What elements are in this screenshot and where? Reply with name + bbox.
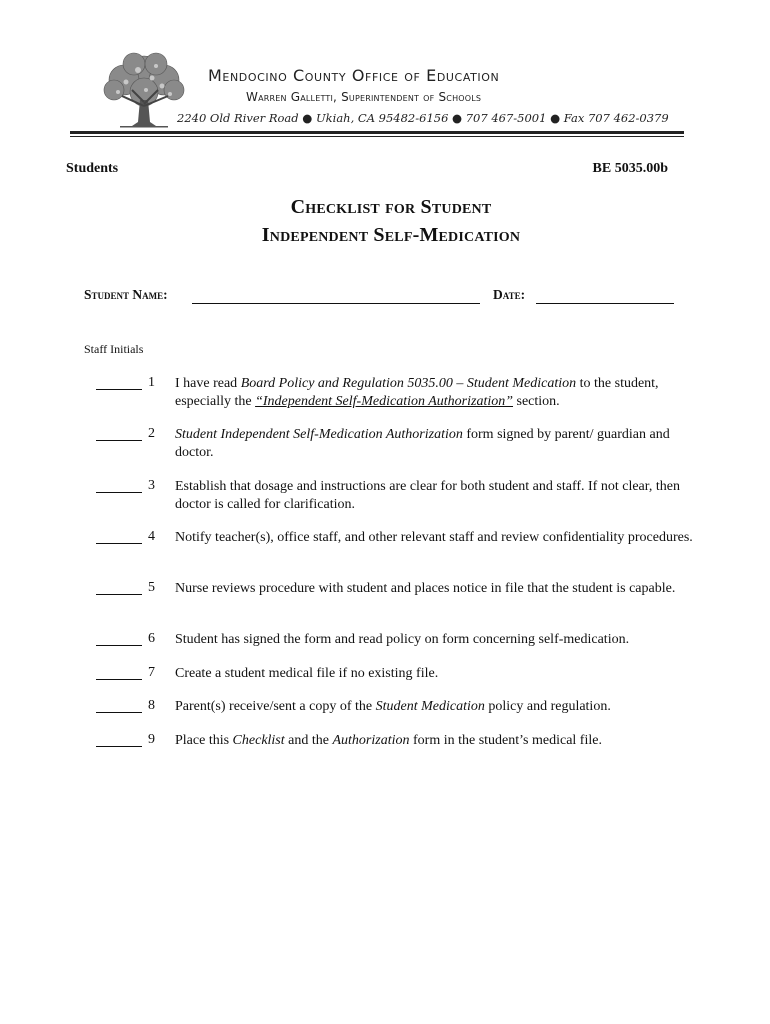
item-text-segment: form in the student’s medical file. bbox=[409, 733, 602, 748]
item-text-segment: Parent(s) receive/sent a copy of the bbox=[175, 699, 376, 714]
date-label: Date: bbox=[493, 287, 526, 302]
item-text-segment: Notify teacher(s), office staff, and other relevant staff and review confidentiality procedures. bbox=[175, 530, 693, 545]
initials-blank[interactable] bbox=[96, 492, 142, 493]
item-text bbox=[175, 375, 700, 411]
item-text-segment: section. bbox=[513, 394, 560, 409]
initials-blank[interactable] bbox=[96, 679, 142, 680]
item-text-segment: and the bbox=[284, 733, 333, 748]
item-text bbox=[175, 426, 700, 462]
section-category: Students bbox=[66, 161, 119, 176]
item-number: 6 bbox=[148, 631, 155, 646]
organization-name: Mendocino County Office of Education bbox=[208, 66, 500, 85]
item-text bbox=[175, 665, 700, 683]
initials-blank[interactable] bbox=[96, 712, 142, 713]
item-text bbox=[175, 631, 700, 649]
item-text-segment: Place this bbox=[175, 733, 233, 748]
address-line: 2240 Old River Road ● Ukiah, CA 95482-6156 ● 707 467-5001 ● Fax 707 462-0379 bbox=[177, 111, 669, 125]
item-text-segment: Authorization bbox=[332, 733, 410, 748]
item-number: 9 bbox=[148, 732, 155, 747]
item-text bbox=[175, 580, 700, 598]
item-text-segment: policy and regulation. bbox=[484, 699, 611, 714]
item-number: 3 bbox=[148, 478, 155, 493]
student-name-label: Student Name: bbox=[84, 287, 168, 302]
letterhead-rule-thick bbox=[70, 131, 684, 134]
item-text-segment: Student has signed the form and read policy on form concerning self-medication. bbox=[175, 632, 630, 647]
item-text-segment: Checklist bbox=[232, 733, 285, 748]
item-text-segment: Student Independent Self-Medication Authorization bbox=[175, 427, 463, 442]
item-text-segment: form signed by parent/ guardian and doctor. bbox=[175, 427, 670, 460]
item-text-segment: Student Medication bbox=[375, 699, 485, 714]
initials-blank[interactable] bbox=[96, 543, 142, 544]
item-number: 4 bbox=[148, 529, 155, 544]
document-title-line-1: Checklist for Student bbox=[290, 196, 492, 218]
item-text-segment: Create a student medical file if no existing file. bbox=[175, 666, 439, 681]
item-text-segment: Nurse reviews procedure with student and places notice in file that the student is capable. bbox=[175, 581, 676, 596]
item-number: 1 bbox=[148, 375, 155, 390]
item-number: 8 bbox=[148, 698, 155, 713]
initials-blank[interactable] bbox=[96, 440, 142, 441]
staff-initials-label: Staff Initials bbox=[84, 342, 144, 356]
item-text bbox=[175, 698, 700, 716]
document-title-line-2: Independent Self-Medication bbox=[261, 224, 521, 246]
initials-blank[interactable] bbox=[96, 594, 142, 595]
item-text-segment: to the student, especially the bbox=[175, 376, 659, 409]
item-text-segment: “Independent Self-Medication Authorization” bbox=[255, 394, 514, 409]
initials-blank[interactable] bbox=[96, 645, 142, 646]
initials-blank[interactable] bbox=[96, 389, 142, 390]
policy-code: BE 5035.00b bbox=[592, 161, 668, 176]
letterhead-rule-thin bbox=[70, 136, 684, 137]
superintendent-line: Warren Galletti, Superintendent of Schools bbox=[246, 90, 482, 104]
item-text-segment: I have read bbox=[175, 376, 241, 391]
item-text-segment: Board Policy and Regulation 5035.00 – Student Medication bbox=[240, 376, 577, 391]
item-text bbox=[175, 529, 700, 547]
item-text-segment: Establish that dosage and instructions are clear for both student and staff. If not clear, then doctor is called for clarification. bbox=[175, 479, 680, 512]
date-field[interactable] bbox=[536, 303, 674, 304]
item-text bbox=[175, 732, 700, 750]
initials-blank[interactable] bbox=[96, 746, 142, 747]
item-number: 7 bbox=[148, 665, 155, 680]
item-number: 2 bbox=[148, 426, 155, 441]
student-name-field[interactable] bbox=[192, 303, 480, 304]
item-number: 5 bbox=[148, 580, 155, 595]
item-text bbox=[175, 478, 700, 514]
